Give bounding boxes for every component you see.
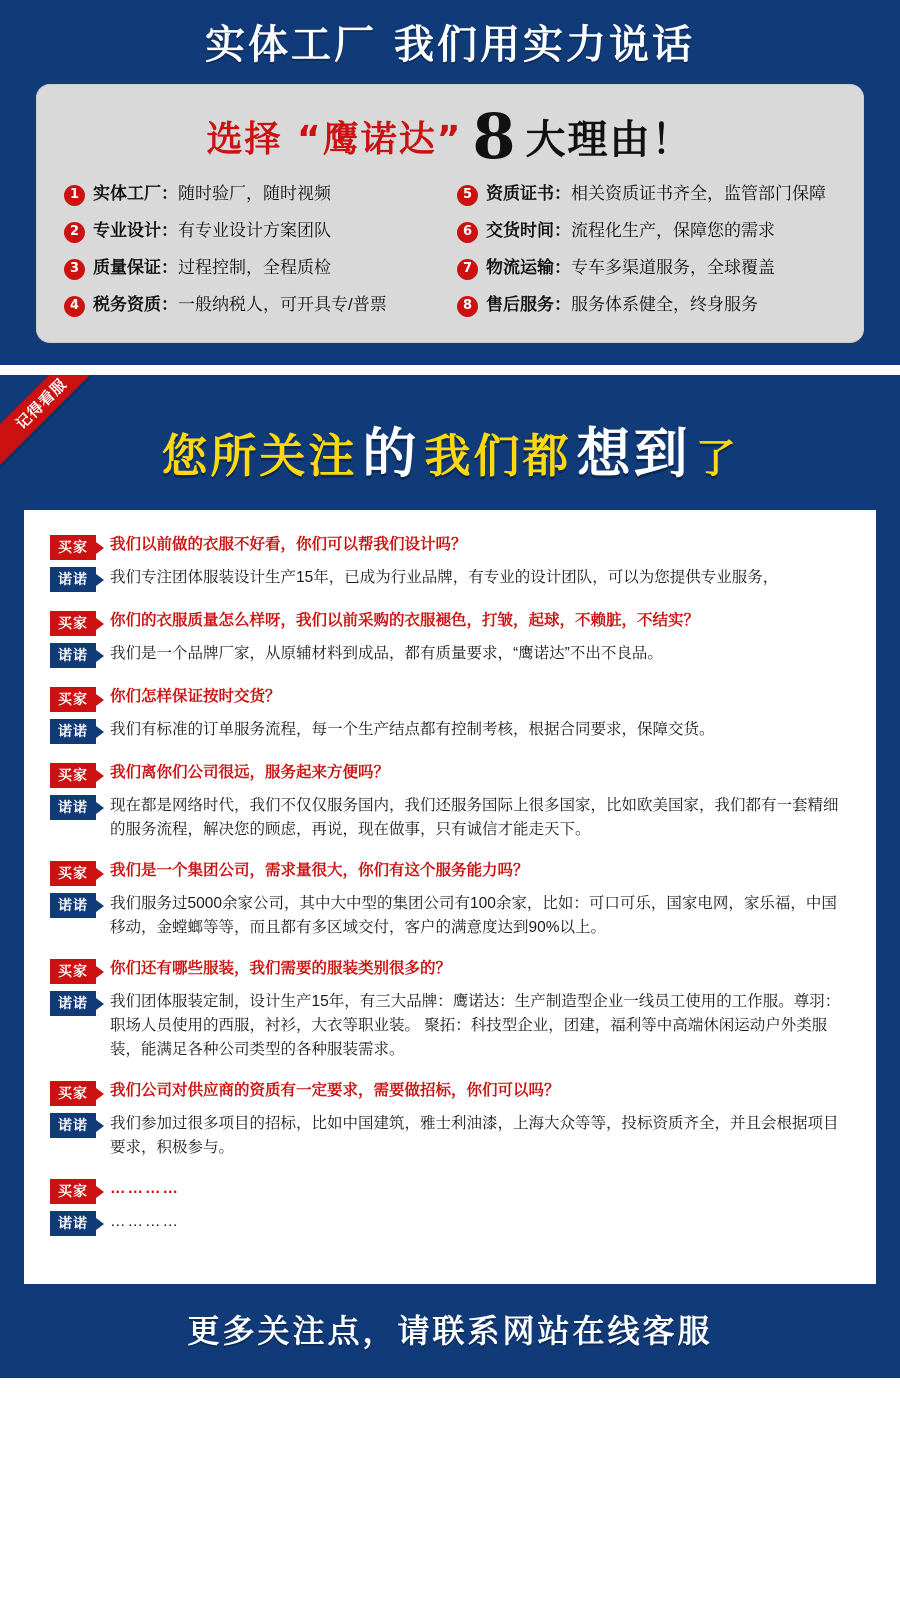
reason-desc: 相关资质证书齐全，监管部门保障 bbox=[571, 184, 826, 203]
buyer-tag: 买家 bbox=[50, 1179, 96, 1204]
answer-tag: 诺诺 bbox=[50, 1211, 96, 1236]
faq-section bbox=[0, 375, 900, 1378]
question-line bbox=[50, 1178, 850, 1204]
reason-term: 专业设计： bbox=[93, 221, 178, 240]
reason-desc: 专车多渠道服务，全球覆盖 bbox=[571, 258, 775, 277]
question-line bbox=[50, 762, 850, 788]
question-line bbox=[50, 610, 850, 636]
question-text: 我们是一个集团公司，需求量很大，你们有这个服务能力吗？ bbox=[110, 862, 529, 880]
answer-tag: 诺诺 bbox=[50, 567, 96, 592]
answer-line bbox=[50, 794, 850, 842]
answer-tag: 诺诺 bbox=[50, 1113, 96, 1138]
answer-text: 我们是一个品牌厂家，从原辅材料到成品，都有质量要求，“鹰诺达”不出不良品。 bbox=[110, 645, 663, 662]
question-text: 我们以前做的衣服不好看，你们可以帮我们设计吗？ bbox=[110, 536, 467, 553]
answer-text: 我们有标准的订单服务流程，每一个生产结点都有控制考核，根据合同要求，保障交货。 bbox=[110, 721, 715, 738]
reason-term: 物流运输： bbox=[486, 258, 571, 277]
qa-block bbox=[50, 610, 850, 668]
buyer-tag: 买家 bbox=[50, 959, 96, 984]
reasons-card bbox=[36, 84, 864, 343]
reason-item bbox=[64, 220, 443, 243]
reason-term: 质量保证： bbox=[93, 258, 178, 277]
qa-block bbox=[50, 1080, 850, 1160]
reason-number-badge: 3 bbox=[64, 259, 85, 280]
reason-number-badge: 7 bbox=[457, 259, 478, 280]
answer-text: 我们参加过很多项目的招标，比如中国建筑，雅士利油漆，上海大众等等，投标资质齐全，并且会根据项目要求，积极参与。 bbox=[110, 1115, 839, 1157]
reasons-heading-right: 大理由！ bbox=[525, 117, 694, 163]
reason-number-badge: 8 bbox=[457, 296, 478, 317]
answer-tag: 诺诺 bbox=[50, 893, 96, 918]
answer-line bbox=[50, 642, 850, 668]
buyer-tag: 买家 bbox=[50, 535, 96, 560]
reason-desc: 一般纳税人，可开具专/普票 bbox=[178, 295, 387, 314]
reason-desc: 有专业设计方案团队 bbox=[178, 221, 331, 240]
faq-headline-part4: 想到 bbox=[576, 422, 691, 485]
answer-text: 我们专注团体服装设计生产15年，已成为行业品牌，有专业的设计团队，可以为您提供专业服务， bbox=[110, 569, 779, 586]
reason-term: 交货时间： bbox=[486, 221, 571, 240]
answer-line bbox=[50, 892, 850, 940]
reasons-heading-number: 8 bbox=[472, 99, 516, 173]
qa-block bbox=[50, 686, 850, 744]
reason-number-badge: 2 bbox=[64, 222, 85, 243]
qa-block bbox=[50, 860, 850, 940]
question-line bbox=[50, 534, 850, 560]
reason-item bbox=[457, 294, 836, 317]
reason-number-badge: 5 bbox=[457, 185, 478, 206]
reason-number-badge: 1 bbox=[64, 185, 85, 206]
faq-headline-part5: 了 bbox=[695, 436, 739, 482]
reason-item bbox=[457, 257, 836, 280]
answer-tag: 诺诺 bbox=[50, 643, 96, 668]
qa-block bbox=[50, 1178, 850, 1236]
answer-tag: 诺诺 bbox=[50, 795, 96, 820]
buyer-tag: 买家 bbox=[50, 687, 96, 712]
reasons-heading bbox=[58, 99, 842, 183]
question-text: 你们还有哪些服装，我们需要的服装类别很多的？ bbox=[110, 960, 452, 978]
reason-desc: 随时验厂，随时视频 bbox=[178, 184, 331, 203]
reason-desc: 服务体系健全，终身服务 bbox=[571, 295, 758, 314]
reason-item bbox=[64, 183, 443, 206]
qa-block bbox=[50, 534, 850, 592]
reason-item bbox=[457, 220, 836, 243]
answer-tag: 诺诺 bbox=[50, 719, 96, 744]
reasons-section bbox=[0, 0, 900, 365]
reason-number-badge: 4 bbox=[64, 296, 85, 317]
corner-ribbon: 记得看服 bbox=[0, 375, 104, 467]
answer-text: 现在都是网络时代，我们不仅仅服务国内，我们还服务国际上很多国家，比如欧美国家，我们都有一套精细的服务流程，解决您的顾虑，再说，现在做事，只有诚信才能走天下。 bbox=[110, 797, 839, 839]
reason-item bbox=[64, 294, 443, 317]
question-text: ………… bbox=[110, 1180, 180, 1198]
faq-headline-part2: 的 bbox=[362, 422, 420, 485]
question-line bbox=[50, 958, 850, 984]
reasons-heading-left: 选择 “鹰诺达” bbox=[206, 119, 463, 160]
reason-term: 实体工厂： bbox=[93, 184, 178, 203]
question-line bbox=[50, 1080, 850, 1106]
question-text: 我们公司对供应商的资质有一定要求，需要做招标，你们可以吗？ bbox=[110, 1082, 560, 1100]
buyer-tag: 买家 bbox=[50, 611, 96, 636]
reason-number-badge: 6 bbox=[457, 222, 478, 243]
answer-line bbox=[50, 990, 850, 1062]
buyer-tag: 买家 bbox=[50, 763, 96, 788]
question-text: 我们离你们公司很远，服务起来方便吗？ bbox=[110, 764, 390, 781]
question-text: 你们怎样保证按时交货？ bbox=[110, 688, 281, 705]
qa-block bbox=[50, 762, 850, 842]
answer-line bbox=[50, 566, 850, 592]
faq-footer-text: 更多关注点，请联系网站在线客服 bbox=[187, 1312, 713, 1351]
reason-item bbox=[457, 183, 836, 206]
answer-line bbox=[50, 1210, 850, 1236]
reason-desc: 流程化生产，保障您的需求 bbox=[571, 221, 775, 240]
question-line bbox=[50, 686, 850, 712]
reason-desc: 过程控制，全程质检 bbox=[178, 258, 331, 277]
section-divider bbox=[0, 365, 900, 375]
answer-text: 我们团体服装定制，设计生产15年，有三大品牌：鹰诺达：生产制造型企业一线员工使用的工作服。尊羽：职场人员使用的西服，衬衫，大衣等职业装。 聚拓：科技型企业，团建，福利等中高端休闲运动户外类服装，能满足各种公司类型的各种服装需求。 bbox=[110, 993, 841, 1059]
question-text: 你们的衣服质量怎么样呀，我们以前采购的衣服褪色，打皱，起球，不赖脏，不结实？ bbox=[110, 612, 700, 629]
answer-tag: 诺诺 bbox=[50, 991, 96, 1016]
buyer-tag: 买家 bbox=[50, 861, 96, 886]
faq-headline-part3: 我们都 bbox=[424, 429, 572, 483]
answer-line bbox=[50, 1112, 850, 1160]
banner-title: 实体工厂 我们用实力说话 bbox=[205, 22, 695, 68]
qa-block bbox=[50, 958, 850, 1062]
faq-headline bbox=[0, 385, 900, 510]
reasons-grid bbox=[58, 183, 842, 317]
reason-term: 税务资质： bbox=[93, 295, 178, 314]
reason-term: 资质证书： bbox=[486, 184, 571, 203]
answer-text: ………… bbox=[110, 1213, 180, 1231]
reason-item bbox=[64, 257, 443, 280]
reason-term: 售后服务： bbox=[486, 295, 571, 314]
buyer-tag: 买家 bbox=[50, 1081, 96, 1106]
question-line bbox=[50, 860, 850, 886]
answer-text: 我们服务过5000余家公司，其中大中型的集团公司有100余家，比如：可口可乐，国家电网，家乐福，中国移动，金螳螂等等，而且都有多区域交付，客户的满意度达到90%以上。 bbox=[110, 895, 837, 937]
answer-line bbox=[50, 718, 850, 744]
faq-card bbox=[24, 510, 876, 1284]
faq-headline-part1: 您所关注 bbox=[161, 429, 358, 483]
